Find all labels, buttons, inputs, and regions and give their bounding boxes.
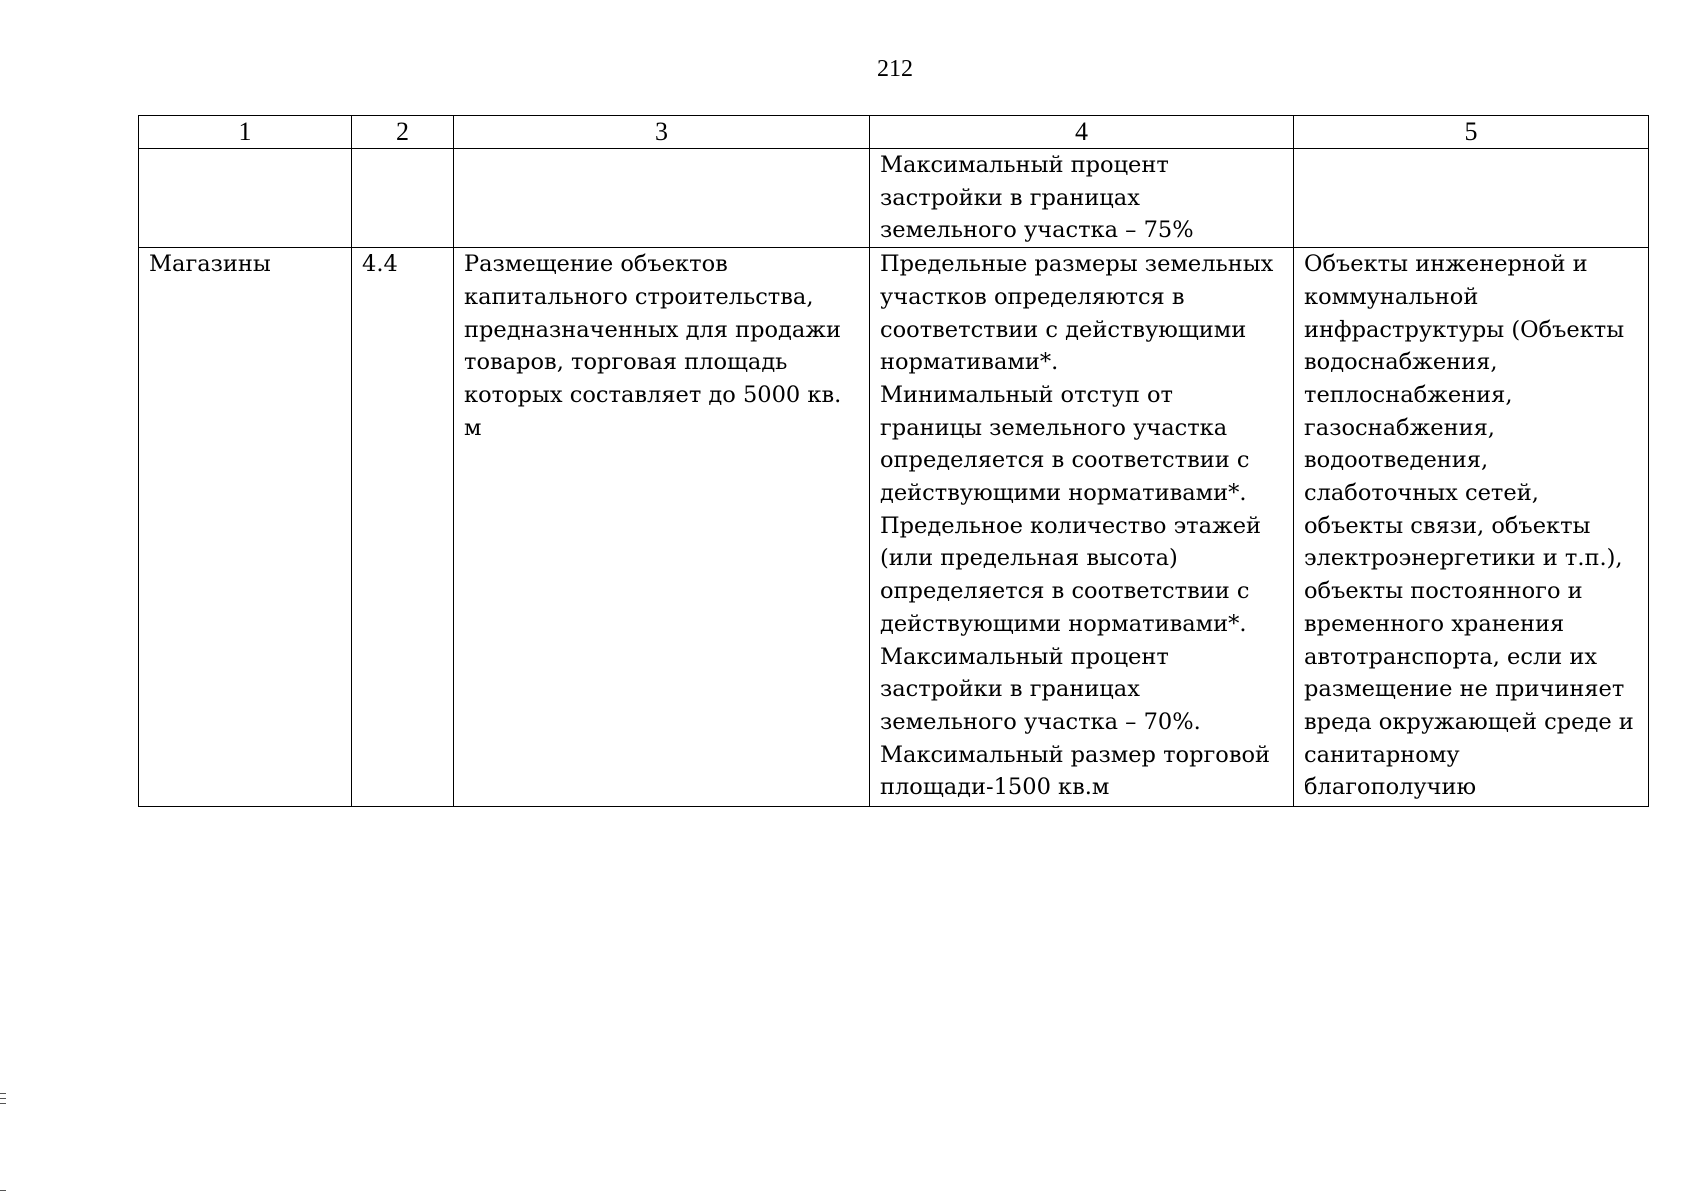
scan-mark	[0, 1103, 6, 1104]
cont-cell-3	[454, 149, 870, 248]
header-cell-3: 3	[454, 116, 870, 149]
header-cell-5: 5	[1294, 116, 1649, 149]
header-cell-4: 4	[870, 116, 1294, 149]
cell-use-parameters: Предельные размеры земельных участков определяются в соответствии с действующими нормативами*. Минимальный отступ от границы земельного участка определяется в соответствии с действующими нормативами*. Предельное количество этажей (или предельная высота) определяется в соответствии с действующими нормативами*. Максимальный процент застройки в границах земельного участка – 70%. Максимальный размер торговой площади-1500 кв.м	[870, 248, 1294, 807]
header-cell-1: 1	[139, 116, 352, 149]
header-cell-2: 2	[352, 116, 454, 149]
table-row-shops	[139, 248, 1649, 807]
table-row-continuation	[139, 149, 1649, 248]
scan-mark	[0, 1098, 6, 1099]
cell-use-description: Размещение объектов капитального строительства, предназначенных для продажи товаров, торговая площадь которых составляет до 5000 кв. м	[454, 248, 870, 807]
zoning-table	[138, 115, 1649, 807]
cont-cell-parameters: Максимальный процент застройки в границах земельного участка – 75%	[870, 149, 1294, 248]
cont-cell-1	[139, 149, 352, 248]
page-number: 212	[877, 56, 913, 82]
cont-cell-2	[352, 149, 454, 248]
cell-use-code: 4.4	[352, 248, 454, 807]
table-header-row	[139, 116, 1649, 149]
scan-mark	[0, 1093, 6, 1094]
cont-cell-5	[1294, 149, 1649, 248]
scan-mark	[0, 1190, 6, 1191]
cell-auxiliary-uses: Объекты инженерной и коммунальной инфраструктуры (Объекты водоснабжения, теплоснабжения, газоснабжения, водоотведения, слаботочных сетей, объекты связи, объекты электроэнергетики и т.п.), объекты постоянного и временного хранения автотранспорта, если их размещение не причиняет вреда окружающей среде и санитарному благополучию	[1294, 248, 1649, 807]
cell-use-name: Магазины	[139, 248, 352, 807]
